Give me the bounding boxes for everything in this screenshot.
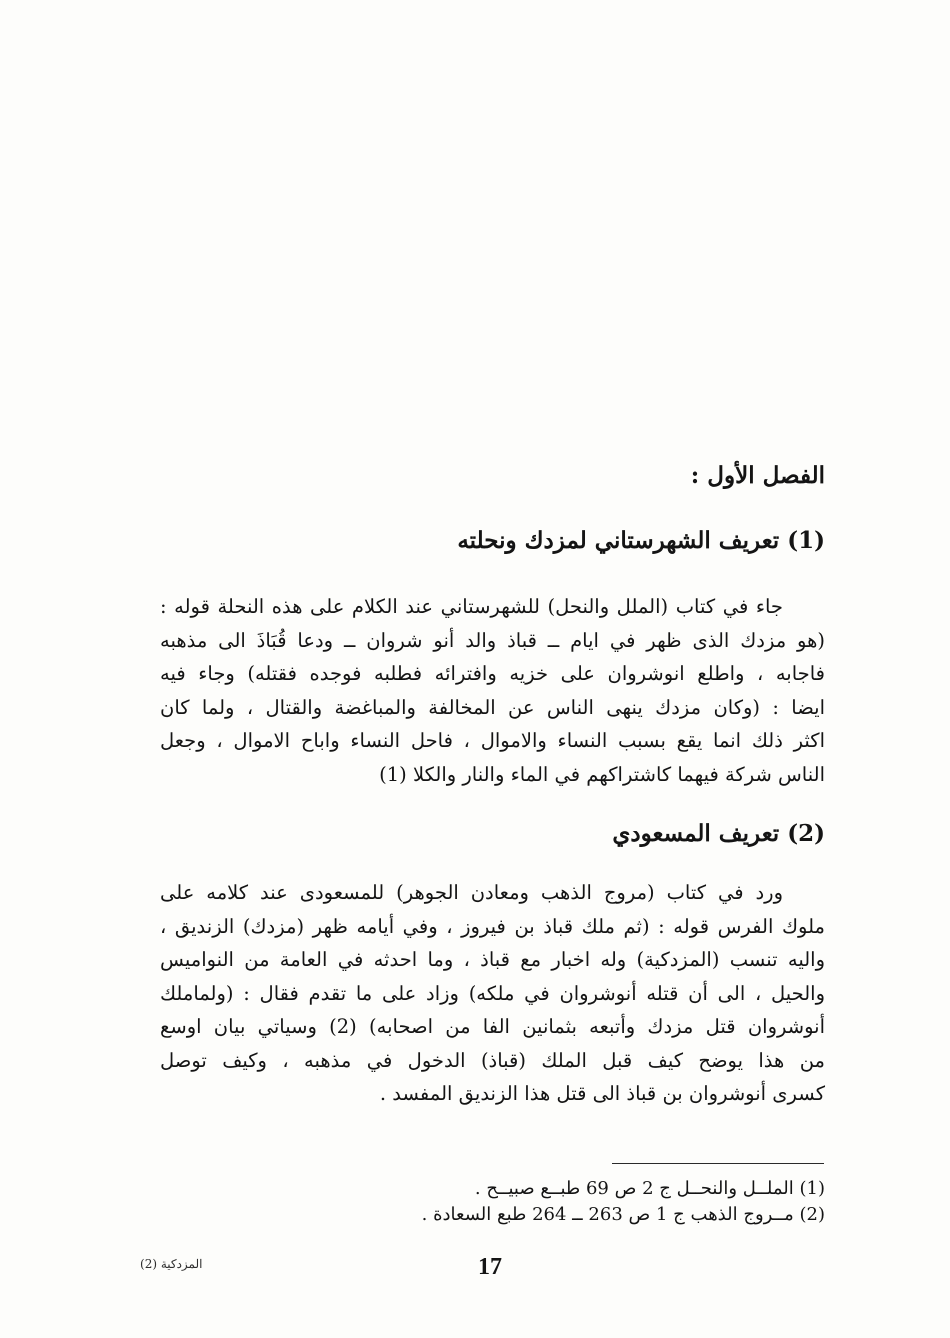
- footnotes: [265, 1176, 825, 1228]
- text-line: والحيل ، الى أن قتله أنوشروان في ملكه) وزاد على ما تقدم فقال : (ولماملك: [160, 981, 825, 1005]
- text-line: جاء في كتاب (الملل والنحل) للشهرستاني عند الكلام على هذه النحلة قوله :: [160, 595, 783, 618]
- text-line: واليه تنسب (المزدكية) وله اخبار مع قباذ ، وما احدثه في العامة من النواميس: [160, 948, 825, 971]
- section-heading-masudi: (2) تعريف المسعودي: [612, 820, 825, 847]
- paragraph-masudi: [160, 876, 825, 1111]
- text-line: من هذا يوضح كيف قبل الملك (قباذ) الدخول في مذهبه ، وكيف توصل: [160, 1048, 825, 1072]
- section-heading-shahrastani: (1) تعريف الشهرستاني لمزدك ونحلته: [457, 527, 825, 554]
- chapter-title: الفصل الأول :: [690, 462, 825, 489]
- text-line: اكثر ذلك انما يقع بسبب النساء والاموال ، فاحل النساء واباح الاموال ، وجعل: [160, 729, 825, 752]
- footnote-1: (1) الملــل والنحــل ج 2 ص 69 طبــع صبيــح .: [474, 1178, 825, 1199]
- text-line: (هو مزدك الذى ظهر في ايام ــ قباذ والد أنو شروان ــ ودعا قُبَاذَ الى مذهبه: [160, 628, 826, 652]
- text-line: فاجابه ، واطلع انوشروان على خزيه وافترائه فطلبه فوجده فقتله) وجاء فيه: [160, 662, 825, 685]
- footnote-2: (2) مــروج الذهب ج 1 ص 263 ــ 264 طبع السعادة .: [421, 1204, 825, 1225]
- text-line: أنوشروان قتل مزدك وأتبعه بثمانين الفا من اصحابه) (2) وسياتي بيان اوسع: [160, 1015, 825, 1038]
- footnote-divider: [612, 1163, 824, 1164]
- paragraph-shahrastani: [160, 590, 825, 791]
- text-line: كسرى أنوشروان بن قباذ الى قتل هذا الزنديق المفسد .: [379, 1082, 825, 1105]
- text-line: ملوك الفرس قوله : (ثم ملك قباذ بن فيروز ، وفي أيامه ظهر (مزدك) الزنديق ،: [160, 914, 825, 938]
- running-footer: المزدكية (2): [140, 1257, 203, 1271]
- text-line: ايضا : (وكان مزدك ينهى الناس عن المخالفة والمباغضة والقتال ، ولما كان: [160, 695, 825, 719]
- text-line: ورد في كتاب (مروج الذهب ومعادن الجوهر) للمسعودى عند كلامه على: [160, 881, 783, 904]
- page-number: 17: [478, 1254, 502, 1280]
- text-line: الناس شركة فيهما كاشتراكهم في الماء والنار والكلا (1): [379, 762, 825, 786]
